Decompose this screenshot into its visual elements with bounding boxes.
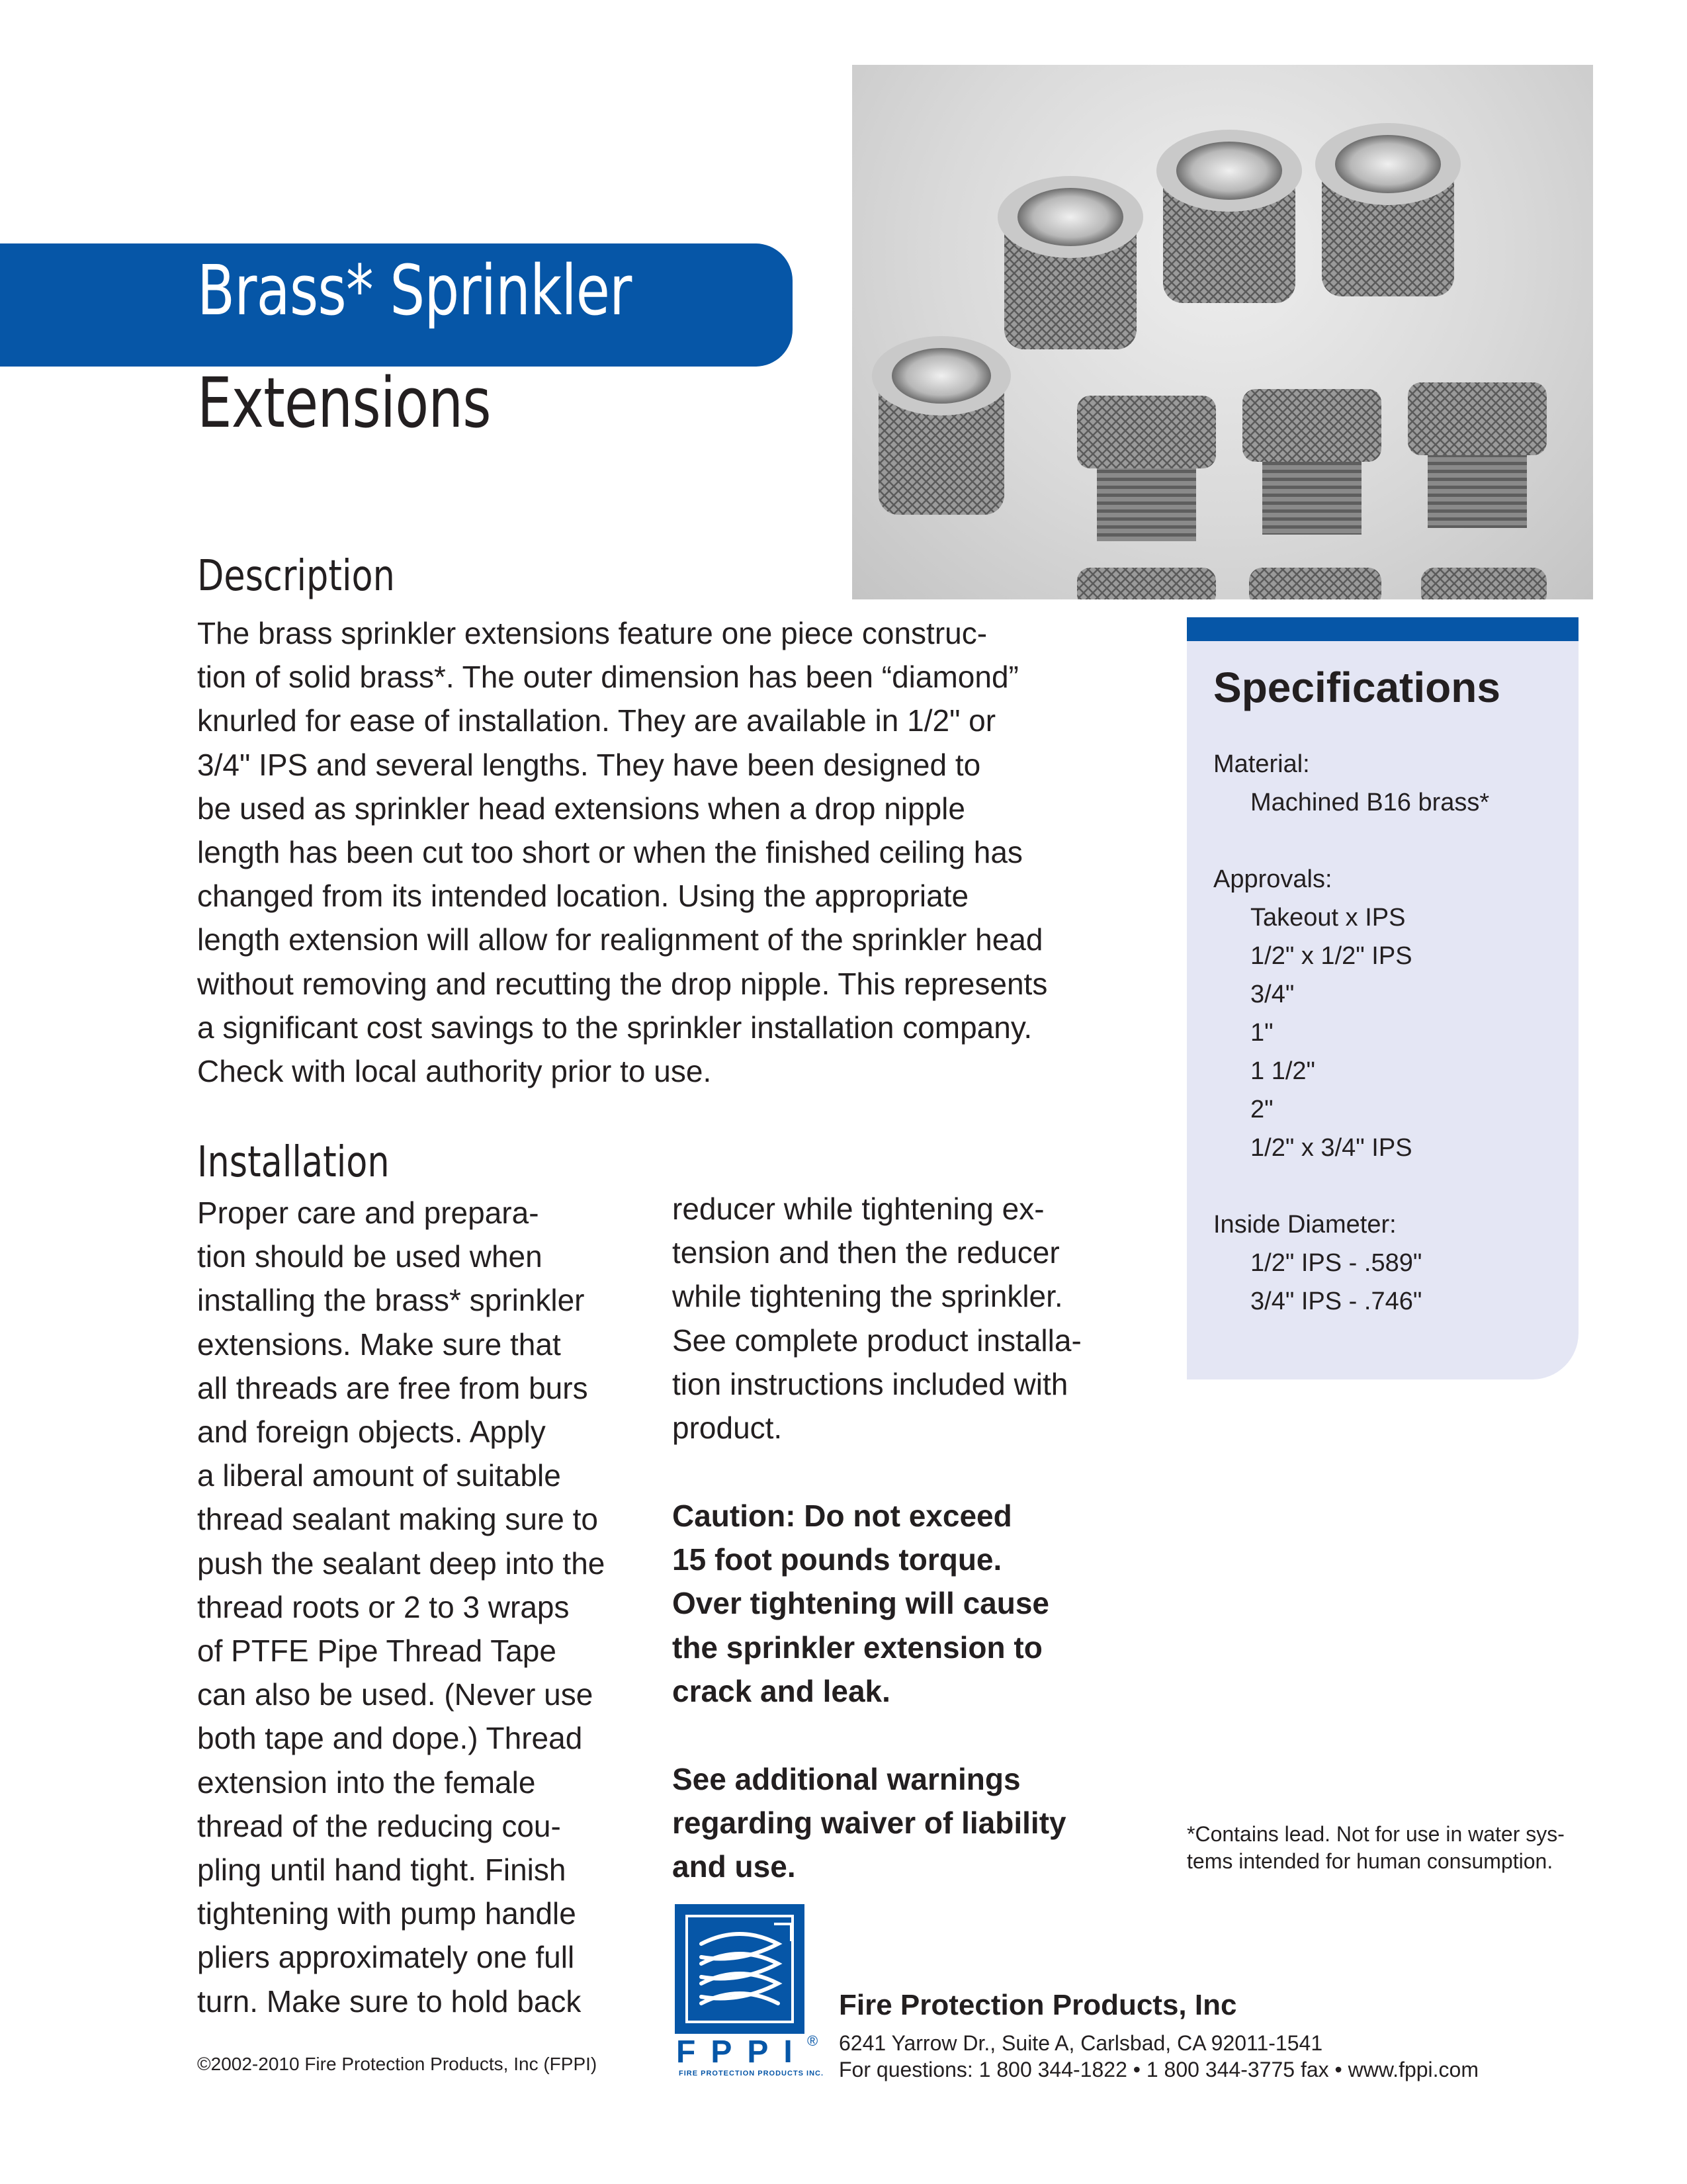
sprinkler-extensions-image [852,65,1593,599]
spec-material-label: Material: [1213,750,1310,778]
spec-approval-item: 1/2" x 3/4" IPS [1250,1134,1412,1162]
spec-approval-item: 1 1/2" [1250,1057,1316,1085]
spec-approvals-label: Approvals: [1213,865,1332,893]
installation-heading: Installation [197,1138,390,1187]
registered-mark: ® [807,2032,818,2049]
spec-approval-item: 1/2" x 1/2" IPS [1250,942,1412,970]
spec-title: Specifications [1213,664,1500,711]
fppi-logo-subtitle: FIRE PROTECTION PRODUCTS INC. [679,2070,824,2077]
fppi-logo-text: FPPI [676,2034,808,2070]
page-title-line2: Extensions [197,363,491,443]
lead-note: *Contains lead. Not for use in water sys- tems intended for human consumption. [1187,1822,1565,1873]
company-address: 6241 Yarrow Dr., Suite A, Carlsbad, CA 92011-1541 [839,2031,1323,2055]
description-text: The brass sprinkler extensions feature one piece construc- tion of solid brass*. The outer dimension has been “diamond” knurled for ease of installation. They are available in 1/2" or 3/4" IPS and several lengths. They have been designed to be used as sprinkler head extensions when a drop nipple length has been cut too short or when the finished ceiling has changed from its intended location. Using the appropriate length extension will allow for realignment of the sprinkler head without removing and recutting the drop nipple. This represents a significant cost savings to the sprinkler installation company. Check with local authority prior to use. [197,616,1048,1089]
page-title-line1: Brass* Sprinkler [197,250,632,331]
spec-inside-label: Inside Diameter: [1213,1211,1397,1239]
description-heading: Description [197,552,395,601]
fppi-logo-mark [675,1904,804,2034]
product-photo [852,65,1593,599]
spec-approval-item: 1" [1250,1019,1274,1047]
spec-approval-item: Takeout x IPS [1250,904,1406,932]
spec-approval-item: 2" [1250,1096,1274,1123]
spec-header-bar [1187,617,1579,641]
installation-col2: reducer while tightening ex- tension and then the reducer while tightening the sprinkler. See complete product installa- tion instructions included with product. [672,1192,1082,1446]
sprinkler-coil-icon [675,1904,804,2034]
company-contact: For questions: 1 800 344-1822 • 1 800 344-3775 fax • www.fppi.com [839,2058,1479,2081]
copyright: ©2002-2010 Fire Protection Products, Inc (FPPI) [197,2054,597,2074]
caution-text: Caution: Do not exceed 15 foot pounds torque. Over tightening will cause the sprinkler extension to crack and leak. [672,1499,1050,1708]
spec-inside-item: 3/4" IPS - .746" [1250,1288,1422,1315]
spec-material-value: Machined B16 brass* [1250,789,1490,816]
warnings-text: See additional warnings regarding waiver of liability and use. [672,1762,1066,1884]
spec-approval-item: 3/4" [1250,981,1295,1008]
installation-col1: Proper care and prepara- tion should be used when installing the brass* sprinkler extensions. Make sure that all threads are free from burs and foreign objects. Apply a liberal amount of suitable thread sealant making sure to push the sealant deep into the thread roots or 2 to 3 wraps of PTFE Pipe Thread Tape can also be used. (Never use both tape and dope.) Thread extension into the female thread of the reducing cou- pling until hand tight. Finish tightening with pump handle pliers approximately one full turn. Make sure to hold back [197,1196,605,2019]
company-name: Fire Protection Products, Inc [839,1989,1237,2021]
spec-inside-item: 1/2" IPS - .589" [1250,1249,1422,1277]
